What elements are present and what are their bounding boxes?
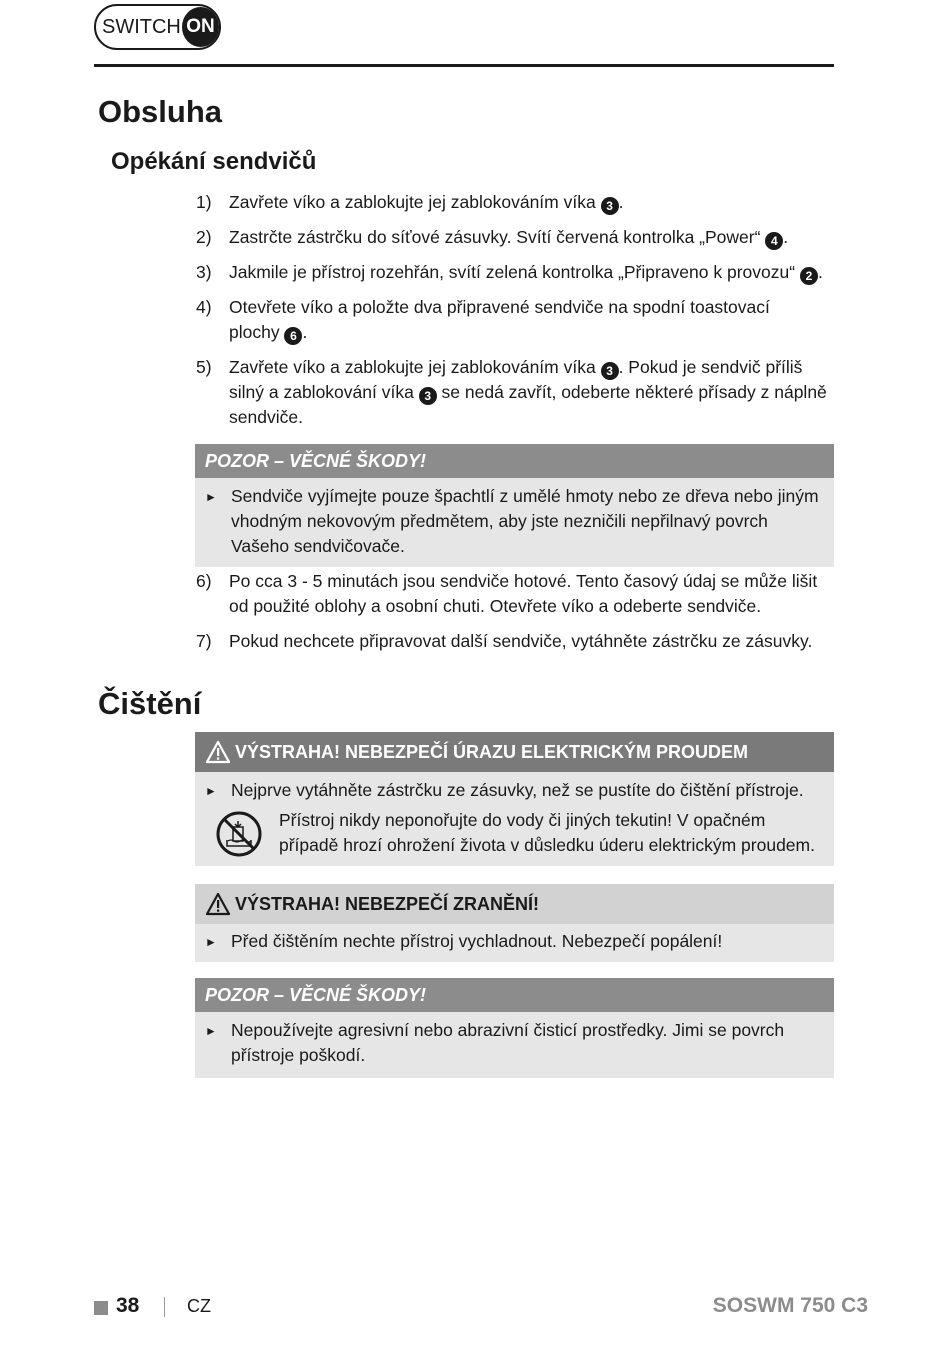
step-number: 7) xyxy=(196,631,212,651)
caution-box-1 xyxy=(195,444,834,567)
header-rule xyxy=(94,64,834,67)
step-number: 5) xyxy=(196,357,212,377)
warning-body xyxy=(195,772,834,866)
caution-body xyxy=(195,478,834,567)
step-number: 3) xyxy=(196,262,212,282)
warning-body xyxy=(195,924,834,962)
part-ref-badge: 2 xyxy=(800,267,818,285)
step-text: Zastrčte zástrčku do síťové zásuvky. Svítí červená kontrolka „Power“ 4 . xyxy=(229,227,789,248)
list-item xyxy=(205,1018,822,1068)
warning-triangle-icon xyxy=(205,740,231,764)
triangle-arrow-icon: ► xyxy=(205,784,217,798)
step-text: Otevřete víko a položte dva připravené sendviče na spodní toastovací plochy 6 . xyxy=(229,297,770,343)
warning-header xyxy=(195,732,834,772)
model-number: SOSWM 750 C3 xyxy=(712,1294,868,1317)
warning-text: Před čištěním nechte přístroj vychladnout. Nebezpečí popálení! xyxy=(231,931,723,951)
list-item xyxy=(205,484,822,559)
warning-text: Nejprve vytáhněte zástrčku ze zásuvky, než se pustíte do čištění přístroje. xyxy=(231,780,804,800)
list-item xyxy=(196,355,836,430)
caution-header: POZOR – VĚCNÉ ŠKODY! xyxy=(195,444,834,478)
no-immersion-icon xyxy=(215,810,263,858)
list-item xyxy=(196,629,836,654)
step-text: Zavřete víko a zablokujte jej zablokováním víka 3 . xyxy=(229,192,624,213)
part-ref-badge: 4 xyxy=(765,232,783,250)
warning-header xyxy=(195,884,834,924)
caution-text: Sendviče vyjímejte pouze špachtlí z umělé hmoty nebo ze dřeva nebo jiným vhodným nekovovým předmětem, aby jste nezničili nepřilnavý povrch Vašeho sendvičovače. xyxy=(231,486,819,556)
footer-square-icon xyxy=(94,1301,108,1315)
list-item xyxy=(196,295,836,345)
part-ref-badge: 3 xyxy=(601,197,619,215)
caution-text: Nepoužívejte agresivní nebo abrazivní čisticí prostředky. Jimi se povrch přístroje poškodí. xyxy=(231,1020,785,1065)
triangle-arrow-icon: ► xyxy=(205,490,217,504)
caution-body xyxy=(195,1012,834,1078)
list-item xyxy=(196,260,836,285)
step-number: 1) xyxy=(196,192,212,212)
brand-logo xyxy=(94,4,221,50)
warning-box-electric xyxy=(195,732,834,866)
triangle-arrow-icon: ► xyxy=(205,935,217,949)
triangle-arrow-icon: ► xyxy=(205,1024,217,1038)
part-ref-badge: 6 xyxy=(284,327,302,345)
part-ref-badge: 3 xyxy=(419,387,437,405)
page-footer xyxy=(94,1294,868,1324)
warning-triangle-icon xyxy=(205,892,231,916)
step-text: Zavřete víko a zablokujte jej zablokováním víka 3 . Pokud je sendvič příliš silný a zablokování víka 3 se nedá zavřít, odeberte některé přísady z náplně sendviče. xyxy=(229,357,827,427)
step-number: 4) xyxy=(196,297,212,317)
logo-text: SWITCH xyxy=(102,15,181,38)
warning-title: VÝSTRAHA! NEBEZPEČÍ ÚRAZU ELEKTRICKÝM PROUDEM xyxy=(235,741,749,762)
step-number: 6) xyxy=(196,571,212,591)
warning-note-text: Přístroj nikdy neponořujte do vody či jiných tekutin! V opačném případě hrozí ohrožení života v důsledku úderu elektrickým proudem. xyxy=(279,810,815,855)
steps-list-1 xyxy=(196,190,836,440)
part-ref-badge: 3 xyxy=(601,362,619,380)
step-text: Pokud nechcete připravovat další sendviče, vytáhněte zástrčku ze zásuvky. xyxy=(229,631,813,651)
warning-title: VÝSTRAHA! NEBEZPEČÍ ZRANĚNÍ! xyxy=(235,893,540,914)
logo-power-on: ON xyxy=(182,7,219,47)
caution-header: POZOR – VĚCNÉ ŠKODY! xyxy=(195,978,834,1012)
step-number: 2) xyxy=(196,227,212,247)
list-item xyxy=(205,929,822,955)
subsection-title-toasting: Opékání sendvičů xyxy=(111,148,317,175)
list-item xyxy=(196,569,836,619)
caution-box-2 xyxy=(195,978,834,1078)
footer-divider xyxy=(164,1297,165,1317)
section-title-operation: Obsluha xyxy=(98,94,223,129)
section-title-cleaning: Čištění xyxy=(98,686,202,721)
language-code: CZ xyxy=(187,1296,211,1316)
steps-list-2 xyxy=(196,569,836,664)
step-text: Po cca 3 - 5 minutách jsou sendviče hotové. Tento časový údaj se může lišit od použité oblohy a osobní chuti. Otevřete víko a odeberte sendviče. xyxy=(229,571,818,616)
list-item xyxy=(196,190,836,215)
step-text: Jakmile je přístroj rozehřán, svítí zelená kontrolka „Připraveno k provozu“ 2 . xyxy=(229,262,823,283)
page-number: 38 xyxy=(116,1294,140,1317)
list-item xyxy=(196,225,836,250)
list-item xyxy=(205,778,822,804)
no-immersion-note xyxy=(205,808,822,858)
warning-box-injury xyxy=(195,884,834,962)
